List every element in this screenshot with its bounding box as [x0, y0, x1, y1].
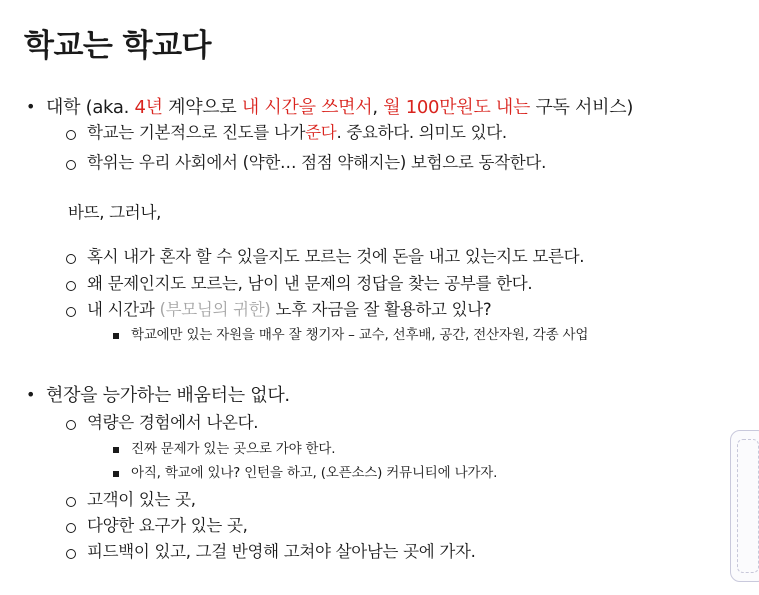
highlight-monthly-fee: 월 100만원도 내는 [383, 97, 531, 118]
sub-sub-bullet-real-problem: 진짜 문제가 있는 곳으로 가야 한다. [131, 441, 336, 457]
sub-bullet-customers: 고객이 있는 곳, [87, 490, 196, 509]
side-panel-handle[interactable] [730, 430, 759, 582]
bullet-ring [66, 307, 76, 317]
sub-bullet-needs: 다양한 요구가 있는 곳, [87, 516, 248, 535]
sub-bullet-progress [87, 123, 507, 143]
sub-bullet-problem: 왜 문제인지도 모르는, 남이 낸 문제의 정답을 찾는 공부를 한다. [87, 274, 533, 293]
bullet-ring [66, 523, 76, 533]
text-segment: 학교는 기본적으로 진도를 나가 [87, 123, 306, 142]
bullet-square [113, 471, 119, 477]
sub-bullet-degree: 학위는 우리 사회에서 (약한… 점점 약해지는) 보험으로 동작한다. [87, 153, 547, 172]
bullet-ring [66, 130, 76, 140]
text-segment: 구독 서비스) [530, 97, 634, 118]
text-segment: 계약으로 [162, 97, 242, 118]
muted-parents: (부모님의 귀한) [159, 300, 271, 319]
bullet-ring [66, 254, 76, 264]
sub-sub-bullet-resources: 학교에만 있는 자원을 매우 잘 챙기자 – 교수, 선후배, 공간, 전산자원, 각종 사업 [131, 327, 589, 343]
bullet-ring [66, 497, 76, 507]
text-segment: 내 시간과 [87, 300, 160, 319]
plain-text-but: 바뜨, 그러나, [68, 203, 162, 222]
bullet-ring [66, 160, 76, 170]
bullet-ring [66, 420, 76, 430]
sub-bullet-feedback: 피드백이 있고, 그걸 반영해 고쳐야 살아남는 곳에 가자. [87, 542, 476, 561]
bullet-square [113, 447, 119, 453]
side-panel-inner [737, 439, 759, 573]
bullet-field: 현장을 능가하는 배움터는 없다. [46, 385, 290, 406]
bullet-dot: • [26, 97, 36, 116]
slide-title: 학교는 학교다 [24, 28, 211, 64]
bullet-dot: • [26, 385, 36, 404]
sub-bullet-paying: 혹시 내가 혼자 할 수 있을지도 모르는 것에 돈을 내고 있는지도 모른다. [87, 247, 585, 266]
text-segment: . 중요하다. 의미도 있다. [336, 123, 507, 142]
sub-bullet-my-time [87, 300, 491, 320]
text-segment: 대학 (aka. [46, 97, 135, 118]
bullet-ring [66, 281, 76, 291]
highlight-4years: 4년 [134, 97, 163, 118]
highlight-my-time: 내 시간을 쓰면서 [241, 97, 373, 118]
bullet-ring [66, 549, 76, 559]
highlight-gives: 준다 [305, 123, 337, 142]
text-segment: 노후 자금을 잘 활용하고 있나? [270, 300, 492, 319]
sub-sub-bullet-internship: 아직, 학교에 있나? 인턴을 하고, (오픈소스) 커뮤니티에 나가자. [131, 465, 498, 481]
text-segment: , [372, 97, 384, 118]
sub-bullet-competence: 역량은 경험에서 나온다. [87, 413, 259, 432]
bullet-university [46, 97, 633, 119]
bullet-square [113, 333, 119, 339]
